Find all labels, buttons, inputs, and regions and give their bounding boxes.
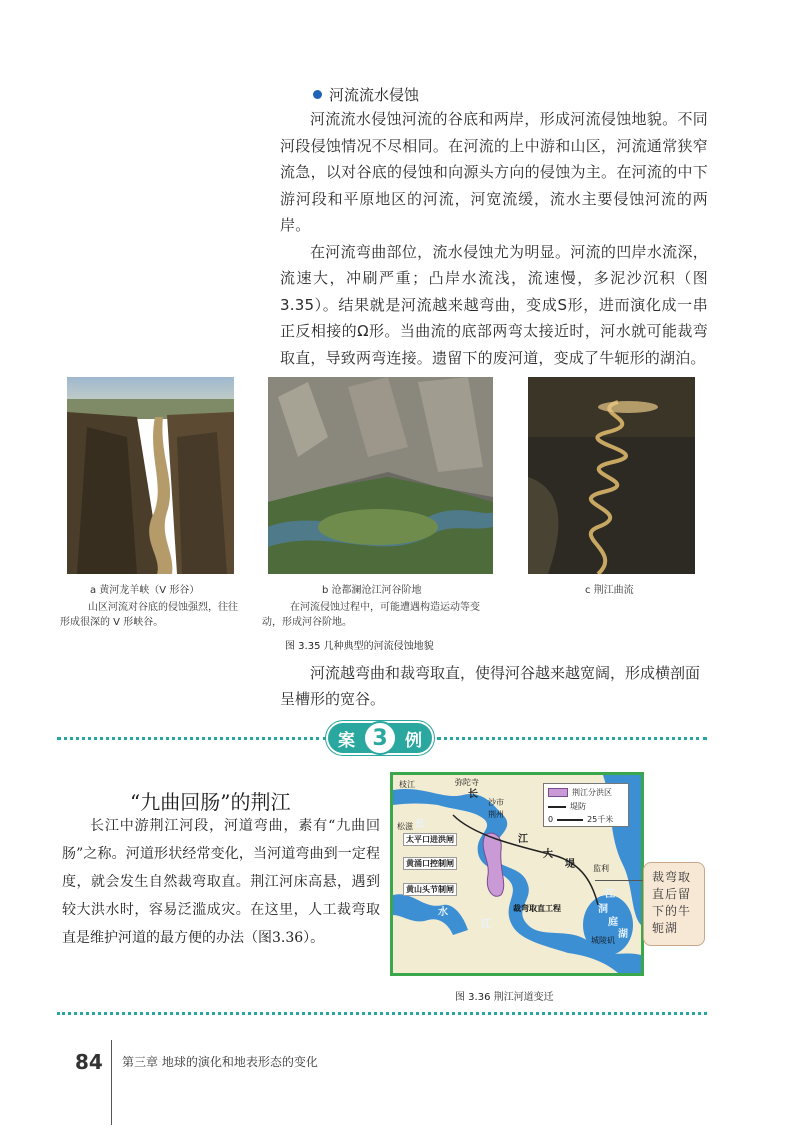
river-char-1: 长 (468, 789, 478, 800)
caption-b-title: b 沧都澜沧江河谷阶地 (322, 585, 422, 596)
paragraph-block (280, 106, 708, 371)
map-label-jingzhou: 荆州 (488, 810, 504, 819)
map-label-huangshantou: 黄山头节制闸 (403, 883, 457, 896)
caption-a-title: a 黄河龙羊峡（V 形谷） (90, 585, 200, 596)
legend-row-scale (548, 814, 624, 825)
map-callout: 裁弯取直后留下的牛轭湖 (643, 862, 705, 946)
map-label-songzi: 松滋 (397, 822, 413, 831)
legend-dike-line (548, 806, 566, 808)
section-title: 河流流水侵蚀 (329, 86, 420, 104)
map-label-huangyongkou: 黄涌口控制闸 (403, 857, 457, 870)
divider-bottom (57, 1012, 707, 1015)
paragraph-3: 河流越弯曲和裁弯取直，使得河谷越来越宽阔，形成横剖面呈槽形的宽谷。 (280, 664, 701, 708)
legend-area-swatch (548, 788, 568, 797)
river-char-9: 湖 (618, 929, 628, 940)
figure-caption-3-35: 图 3.35 几种典型的河流侵蚀地貌 (285, 641, 434, 652)
legend-scale-zero: 0 (548, 815, 554, 824)
case-title: “九曲回肠”的荆江 (130, 790, 291, 814)
map-label-shashi: 沙市 (488, 798, 504, 807)
river-char-8: 庭 (608, 917, 618, 928)
map-label-mituosi: 弥陀寺 (455, 778, 479, 787)
case-body-block (62, 812, 380, 952)
river-char-11: 江 (481, 919, 491, 930)
figure-caption-3-36: 图 3.36 荆江河道变迁 (455, 992, 554, 1003)
photo-meander (528, 377, 695, 574)
map-label-cutoff-project: 裁弯取直工程 (513, 904, 561, 913)
caption-b-desc: 在河流侵蚀过程中，可能遭遇构造运动等变动，形成河谷阶地。 (262, 602, 480, 628)
map-label-zhijiang: 枝江 (399, 780, 415, 789)
section-heading (313, 84, 419, 105)
map-label-chenglingji: 城陵矶 (591, 936, 615, 945)
legend-row-dike (548, 801, 624, 812)
footer-divider (111, 1040, 112, 1125)
callout-pointer (595, 880, 643, 881)
case-label-left: 案 (338, 730, 355, 751)
chapter-title: 第三章 地球的演化和地表形态的变化 (122, 1055, 318, 1069)
map-legend (543, 783, 629, 827)
map-label-taipingkou: 太平口进洪闸 (403, 833, 457, 846)
divider-left (57, 737, 327, 740)
paragraph-1: 河流流水侵蚀河流的谷底和两岸，形成河流侵蚀地貌。不同河段侵蚀情况不尽相同。在河流的上中游和山区，河流通常狭窄流急，以对谷底的侵蚀和向源头方向的侵蚀为主。在河流的中下游河段和平原地区的河流，河宽流缓，流水主要侵蚀河流的两岸。 (280, 110, 708, 234)
legend-scale-label: 25千米 (587, 815, 614, 824)
river-char-7: 洞 (598, 904, 608, 915)
legend-dike-label: 堤防 (570, 802, 586, 811)
photo-river-terrace (268, 377, 493, 574)
case-number: 3 (363, 721, 397, 755)
divider-right (437, 737, 707, 740)
river-char-3: 大 (543, 849, 553, 860)
photo-v-valley (67, 377, 234, 574)
page-number: 84 (75, 1050, 103, 1074)
scale-bar (557, 819, 583, 821)
caption-c-title: c 荆江曲流 (585, 585, 634, 596)
case-label-right: 例 (405, 730, 422, 751)
caption-a-desc: 山区河流对谷底的侵蚀强烈，往往形成很深的 V 形峡谷。 (60, 602, 238, 628)
paragraph-3-block (280, 660, 708, 712)
map-label-jianli: 监利 (593, 864, 609, 873)
river-char-2: 江 (518, 834, 528, 845)
paragraph-2: 在河流弯曲部位，流水侵蚀尤为明显。河流的凹岸水流深，流速大，冲刷严重；凸岸水流浅，流速慢，多泥沙沉积（图3.35）。结果就是河流越来越弯曲，变成S形，进而演化成一串正反相接的Ω形。当曲流的底部两弯太接近时，河水就可能裁弯取直，导致两弯连接。遗留下的废河道，变成了牛轭形的湖泊。 (280, 242, 708, 367)
river-char-5: 长 (415, 819, 425, 830)
case-pill (328, 723, 432, 753)
bullet-icon (313, 90, 322, 99)
river-char-10: 水 (438, 907, 448, 918)
river-char-4: 堤 (565, 859, 575, 870)
jingjiang-map (390, 772, 644, 976)
river-char-6: 江 (605, 889, 615, 900)
case-body: 长江中游荆江河段，河道弯曲，素有“九曲回肠”之称。河道形状经常变化，当河道弯曲到一定程度，就会发生自然裁弯取直。荆江河床高悬，遇到较大洪水时，容易泛滥成灾。在这里，人工裁弯取直是维护河道的最方便的办法（图3.36）。 (62, 818, 380, 946)
legend-area-label: 荆江分洪区 (572, 788, 612, 797)
legend-row-area (548, 787, 624, 798)
case-banner (325, 720, 435, 756)
